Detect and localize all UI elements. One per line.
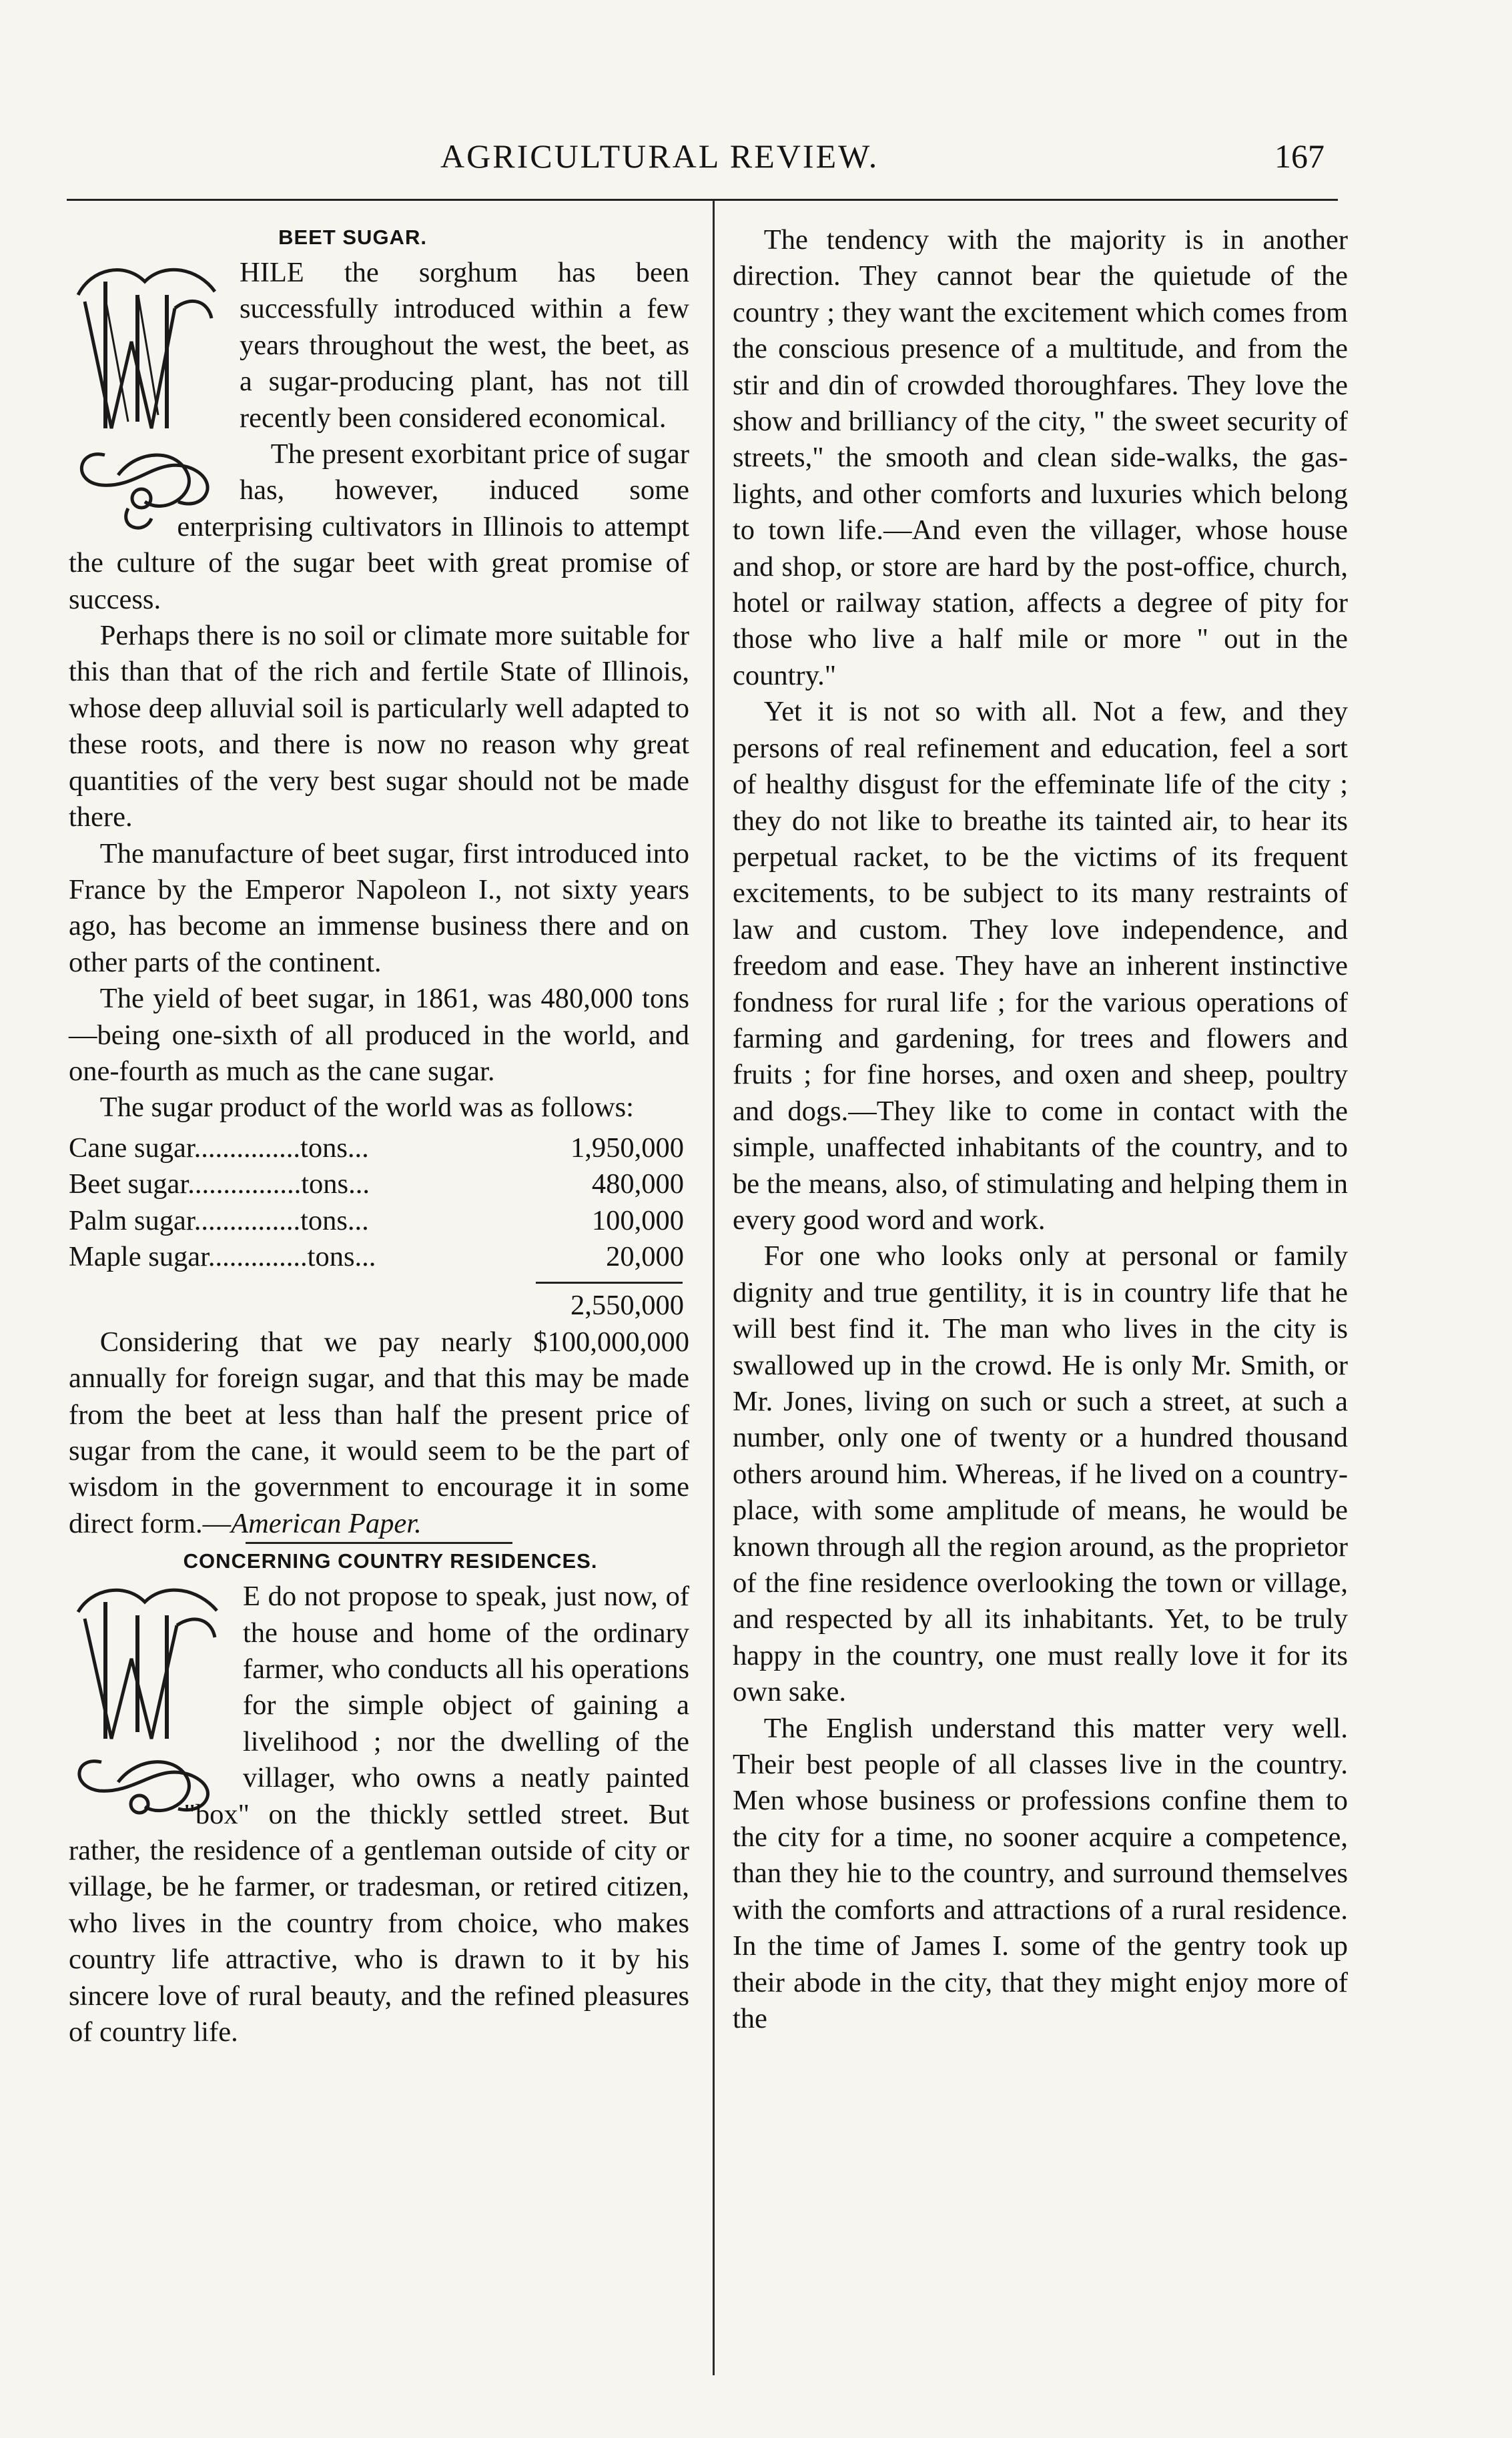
country-residences-paragraph-5: The English understand this matter very well. Their best people of all classes live in the country. Men whose business or professions confine them to the city for a time, no sooner acquire a competence, than they hie to the country, and surround themselves with the comforts and attractions of a rural residence. In the time of James I. some of the gentry took up their abode in the city, that they might enjoy more of the bbox=[733, 1712, 1348, 2034]
beet-sugar-paragraph-1: HILE the sorghum has been successfully introduced within a few years throughout the west, the beet, as a sugar-producing plant, has not till recently been considered economical. bbox=[240, 257, 689, 434]
beet-sugar-paragraph-7 bbox=[69, 1324, 689, 1542]
beet-sugar-paragraph-5: The yield of beet sugar, in 1861, was 480,000 tons—being one-sixth of all produced in the world, and one-fourth as much as the cane sugar. bbox=[69, 983, 689, 1087]
beet-sugar-paragraph-4: The manufacture of beet sugar, first introduced into France by the Emperor Napoleon I., not sixty years ago, has become an immense business there and on other parts of the continent. bbox=[69, 837, 689, 978]
beet-sugar-paragraph-6: The sugar product of the world was as follows: bbox=[99, 1092, 634, 1124]
article-heading-beet-sugar: BEET SUGAR. bbox=[278, 226, 427, 249]
beet-sugar-paragraph-3: Perhaps there is no soil or climate more suitable for this than that of the rich and fertile State of Illinois, whose deep alluvial soil is particularly well adapted to these roots, and there is now no reason why great quantities of the very best sugar should not be made there. bbox=[69, 620, 689, 833]
header-rule bbox=[67, 199, 1338, 201]
country-residences-paragraph-3: Yet it is not so with all. Not a few, and they persons of real refinement and education, feel a sort of healthy disgust for the effeminate life of the city ; they do not like to breathe its tainted air, to hear its perpetual racket, to be the victims of its frequent excitements, to be subject to its many restraints of law and custom. They love independence, and freedom and ease. They have an inherent instinctive fondness for rural life ; for the various operations of farming and gardening, for trees and flowers and fruits ; for fine horses, and oxen and sheep, poultry and dogs.—They like to come in contact with the simple, unaffected inhabitants of the country, and to be the means, also, of stimulating and helping them in every good word and work. bbox=[733, 696, 1348, 1236]
table-row bbox=[69, 1130, 689, 1166]
page-number: 167 bbox=[1274, 137, 1325, 175]
row-value: 20,000 bbox=[606, 1240, 684, 1272]
source-citation: American Paper. bbox=[231, 1507, 422, 1539]
country-residences-paragraph-2: The tendency with the majority is in another direction. They cannot bear the quietude of the country ; they want the excitement which comes from the conscious presence of a multitude, and from the stir and din of crowded thoroughfares. They love the show and brilliancy of the city, " the sweet security of streets," the smooth and clean side-walks, the gas-lights, and other comforts and luxuries which belong to town life.—And even the villager, whose house and shop, or store are hard by the post-office, church, hotel or railway station, affects a degree of pity for those who live a half mile or more " out in the country." bbox=[733, 224, 1348, 691]
row-value: 480,000 bbox=[591, 1168, 684, 1200]
column-divider bbox=[713, 200, 715, 2375]
country-residences-paragraph-1: E do not propose to speak, just now, of the house and home of the ordinary farmer, who conducts all his operations for the simple object of gaining a livelihood ; nor the dwelling of the villager, who owns a neatly painted "box" on the thickly settled street. But rather, the residence of a gentleman outside of city or village, be he farmer, or tradesman, or retired citizen, who lives in the country from choice, who makes country life attractive, who is drawn to it by his sincere love of rural beauty, and the refined pleasures of country life. bbox=[69, 1581, 689, 2048]
left-column bbox=[69, 220, 689, 2050]
row-value: 100,000 bbox=[591, 1204, 684, 1236]
table-row bbox=[69, 1239, 689, 1275]
row-label: Cane sugar...............tons... bbox=[69, 1132, 369, 1164]
row-value: 1,950,000 bbox=[571, 1132, 684, 1164]
table-row bbox=[69, 1203, 689, 1239]
paragraph-text: Considering that we pay nearly $100,000,000 annually for foreign sugar, and that this may be made from the beet at less than half the present price of sugar from the cane, it would seem to be the part of wisdom in the government to encourage it in some direct form.— bbox=[69, 1326, 689, 1539]
article-heading-country-residences: CONCERNING COUNTRY RESIDENCES. bbox=[183, 1549, 598, 1573]
right-column bbox=[733, 222, 1348, 2037]
page-header bbox=[0, 137, 1512, 183]
beet-sugar-paragraph-2: The present exorbitant price of sugar has, however, induced some enterprising cultivators in Illinois to attempt the culture of the sugar beet with great promise of success. bbox=[69, 438, 689, 615]
ornamental-initial-w-icon bbox=[65, 255, 232, 542]
table-row bbox=[69, 1166, 689, 1202]
running-head: AGRICULTURAL REVIEW. bbox=[440, 137, 879, 175]
total-rule bbox=[536, 1282, 683, 1284]
row-label: Maple sugar..............tons... bbox=[69, 1240, 376, 1272]
ornamental-initial-w-icon bbox=[65, 1579, 235, 1832]
table-total: 2,550,000 bbox=[571, 1290, 684, 1322]
row-label: Beet sugar................tons... bbox=[69, 1168, 370, 1200]
country-residences-paragraph-4: For one who looks only at personal or family dignity and true gentility, it is in country life that he will best find it. The man who lives in the city is swallowed up in the crowd. He is only Mr. Smith, or Mr. Jones, living on such or such a street, at such a number, only one of twenty or a hundred thousand others around him. Whereas, if he lived on a country-place, with some amplitude of means, he would be known through all the region around, as the proprietor of the fine residence overlooking the town or village, and respected by all its inhabitants. Yet, to be truly happy in the country, one must really love it for its own sake. bbox=[733, 1240, 1348, 1708]
row-label: Palm sugar...............tons... bbox=[69, 1204, 369, 1236]
sugar-production-table bbox=[69, 1130, 689, 1324]
